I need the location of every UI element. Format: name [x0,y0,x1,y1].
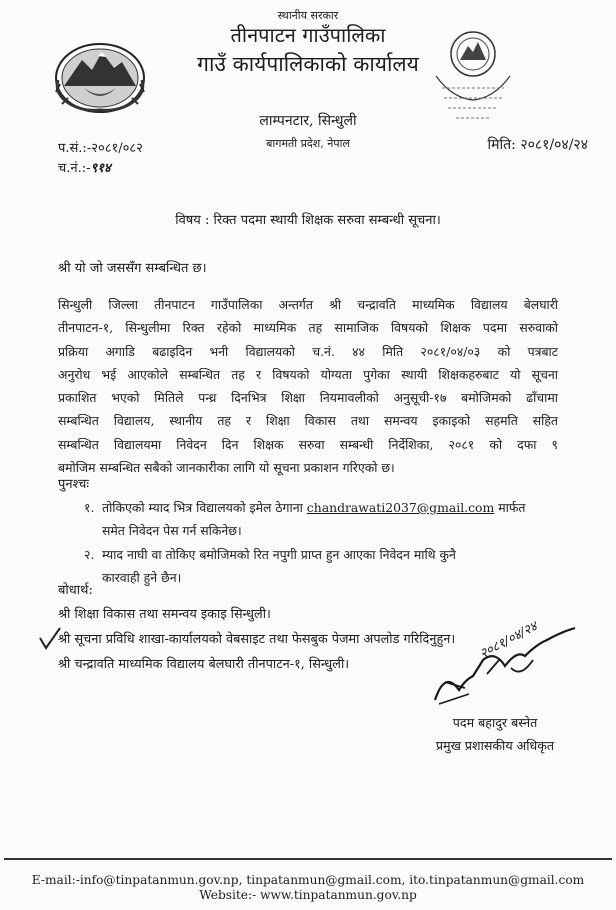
letter-number: प.सं.:-२०८१/०८२ [58,141,143,156]
municipality-title: तीनपाटन गाउँपालिका [230,23,386,47]
dispatch-number [58,158,111,176]
body-line: सम्बन्धित विद्यालय, स्थानीय तह र शिक्षा विकास तथा समन्वय इकाइको सहमति सहित [58,413,558,429]
item-text: म्याद नाघी वा तोकिए बमोजिमको रित नपुगी प्राप्त हुन आएका निवेदन माथि कुनै [102,547,456,562]
letter-date: मिति: २०८१/०४/२४ [487,137,588,153]
postscript-item-2 [84,543,558,589]
government-label: स्थानीय सरकार [277,9,339,22]
signatory-title: प्रमुख प्रशासकीय अधिकृत [435,738,555,753]
item-number: २. [84,547,95,562]
cc-item: श्री सूचना प्रविधि शाखा-कार्यालयको वेबसाइट तथा फेसबुक पेजमा अपलोड गरिदिनुहुन। [58,632,456,647]
salutation: श्री यो जो जससँग सम्बन्धित छ। [58,261,207,276]
body-paragraph [58,293,558,479]
body-line: अनुरोध भई आएकोले सम्बन्धित तह र विषयको योग्यता पुगेका स्थायी शिक्षकहरुबाट यो सूचना [58,366,558,382]
signature-date: २०८१/०४/२४ [477,619,540,662]
body-line: प्रकाशित भएको मितिले पन्ध्र दिनभित्र शिक्षा नियमावलीको अनुसूची-१७ बमोजिमको ढाँचामा [58,390,558,406]
item-number: १. [84,500,95,515]
postscript-item-1 [84,496,558,542]
footer-divider [4,858,612,860]
body-line: प्रक्रिया अगाडि बढाइदिन भनी विद्यालयको च.नं. ४४ मिति २०८१/०४/०३ को पत्रबाट [58,343,558,359]
subject-line: विषय : रिक्त पदमा स्थायी शिक्षक सरुवा सम्बन्धी सूचना। [175,213,441,228]
body-line: सिन्धुली जिल्ला तीनपाटन गाउँपालिका अन्तर्गत श्री चन्द्रावति माध्यमिक विद्यालय बेलघारी [58,297,558,312]
body-line: तीनपाटन-१, सिन्धुलीमा रिक्त रहेको माध्यमिक तह सामाजिक विषयको शिक्षक पदमा सरुवाको [58,320,558,336]
cc-item: श्री शिक्षा विकास तथा समन्वय इकाइ सिन्धुली। [58,607,271,622]
cc-label: बोधार्थ: [58,583,93,598]
dispatch-number-handwritten: ९१४ [90,161,111,176]
body-line: सम्बन्धित विद्यालयमा निवेदन दिन शिक्षक सरुवा सम्बन्धी निर्देशिका, २०८१ को दफा ९ [58,436,558,452]
address-line-1: लाम्पनटार, सिन्धुली [259,113,357,129]
footer-emails: E-mail:-info@tinpatanmun.gov.np, tinpatanmun@gmail.com, ito.tinpatanmun@gmail.com [31,873,585,887]
footer-website: Website:- www.tinpatanmun.gov.np [199,888,417,902]
cc-item: श्री चन्द्रावति माध्यमिक विद्यालय बेलघारी तीनपाटन-१, सिन्धुली। [58,657,350,672]
body-line: बमोजिम सम्बन्धित सबैको जानकारीका लागि यो सूचना प्रकाशन गरिएको छ। [58,460,395,476]
item-text: तोकिएको म्याद भित्र विद्यालयको इमेल ठेगाना [102,500,303,515]
school-email-link[interactable]: chandrawati2037@gmail.com [306,500,495,515]
dispatch-prefix: च.नं.:- [58,161,91,176]
address-line-2: बागमती प्रदेश, नेपाल [266,137,350,150]
item-text: समेत निवेदन पेस गर्न सकिनेछ। [102,523,242,538]
item-text: मार्फत [498,500,526,515]
office-title: गाउँ कार्यपालिकाको कार्यालय [197,52,419,76]
postscript-label: पुनश्चः [58,477,90,492]
tick-mark-icon [38,626,62,652]
item-text: कारवाही हुने छैन। [102,570,182,585]
signatory-name: पदम बहादुर बस्नेत [452,715,538,730]
